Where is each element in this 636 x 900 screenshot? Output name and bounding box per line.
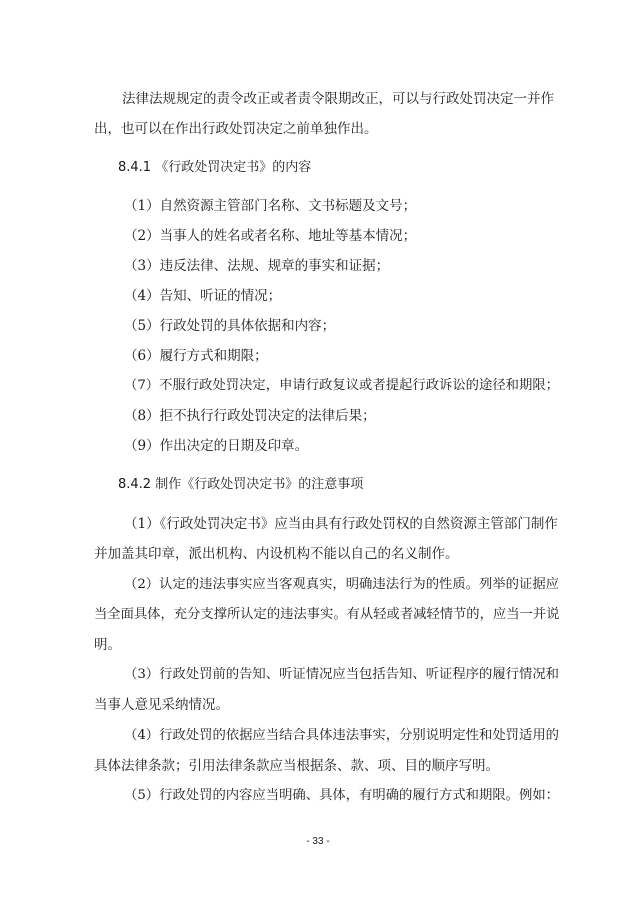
note-2-line-1: （2）认定的违法事实应当客观真实，明确违法行为的性质。列举的证据应 <box>124 577 559 592</box>
section-heading-8-4-1: 8.4.1 《行政处罚决定书》的内容 <box>118 160 312 175</box>
intro-line-1: 法律法规规定的责令改正或者责令限期改正，可以与行政处罚决定一并作 <box>122 91 554 107</box>
note-1-line-2: 并加盖其印章，派出机构、内设机构不能以自己的名义制作。 <box>94 546 459 562</box>
note-4-line-2: 具体法律条款；引用法律条款应当根据条、款、项、目的顺序写明。 <box>94 758 499 774</box>
content-item-9: （9）作出决定的日期及印章。 <box>124 438 309 454</box>
content-item-1: （1）自然资源主管部门名称、文书标题及文号； <box>124 198 417 214</box>
note-4-line-1: （4）行政处罚的依据应当结合具体违法事实，分别说明定性和处罚适用的 <box>124 728 559 743</box>
section-heading-8-4-2: 8.4.2 制作《行政处罚决定书》的注意事项 <box>118 477 364 492</box>
note-5-line-1: （5）行政处罚的内容应当明确、具体，有明确的履行方式和期限。例如： <box>124 788 559 803</box>
content-item-3: （3）违反法律、法规、规章的事实和证据； <box>124 258 390 274</box>
note-3-line-2: 当事人意见采纳情况。 <box>94 697 229 713</box>
content-item-4: （4）告知、听证的情况； <box>124 288 282 304</box>
content-item-5: （5）行政处罚的具体依据和内容； <box>124 318 336 334</box>
note-1-line-1: （1）《行政处罚决定书》应当由具有行政处罚权的自然资源主管部门制作 <box>124 516 558 532</box>
note-3-line-1: （3）行政处罚前的告知、听证情况应当包括告知、听证程序的履行情况和 <box>124 667 559 682</box>
page-number: - 33 - <box>306 836 330 847</box>
content-item-7: （7）不服行政处罚决定，申请行政复议或者提起行政诉讼的途径和期限； <box>124 378 559 393</box>
intro-line-2: 出，也可以在作出行政处罚决定之前单独作出。 <box>94 121 378 137</box>
content-item-2: （2）当事人的姓名或者名称、地址等基本情况； <box>124 228 417 244</box>
note-2-line-3: 明。 <box>94 637 121 653</box>
content-item-6: （6）履行方式和期限； <box>124 348 268 364</box>
content-item-8: （8）拒不执行行政处罚决定的法律后果； <box>124 408 376 424</box>
note-2-line-2: 当全面具体，充分支撑所认定的违法事实。有从轻或者减轻情节的，应当一并说 <box>94 607 560 622</box>
